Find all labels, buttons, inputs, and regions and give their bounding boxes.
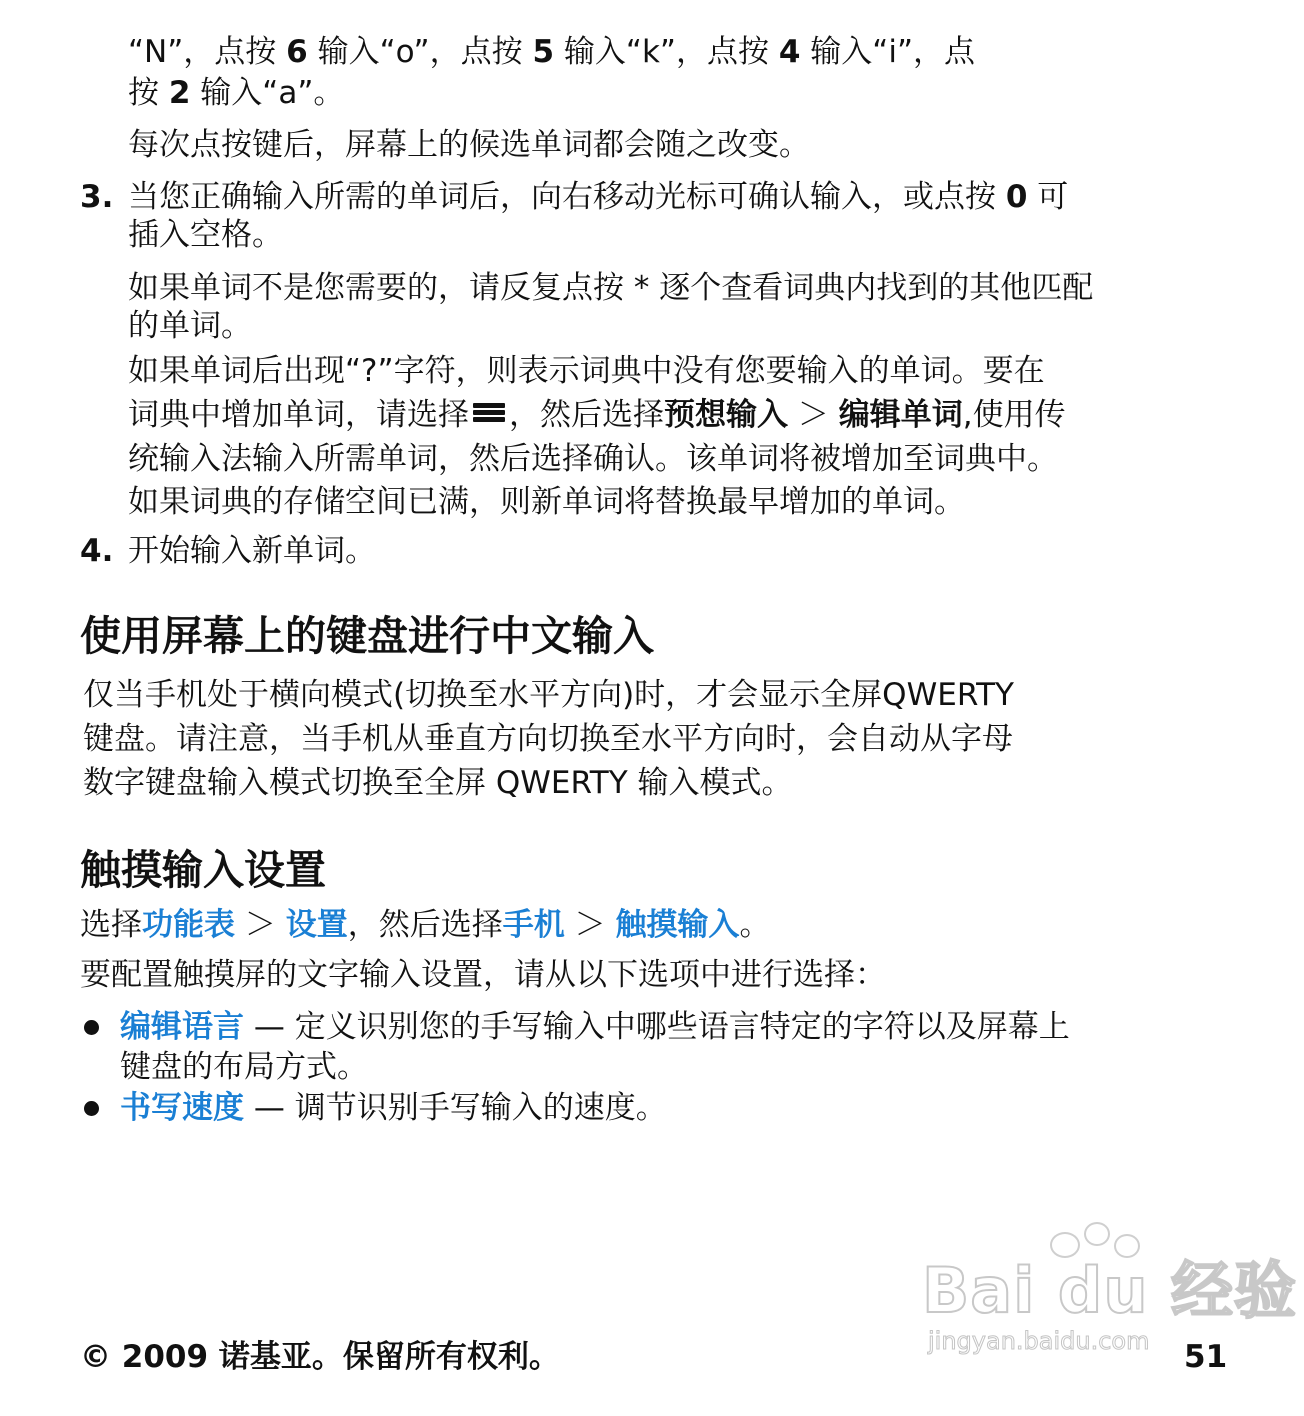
key-0: 0 [1005, 179, 1028, 215]
step-text-line: 如果单词不是您需要的，请反复点按 * 逐个查看词典内找到的其他匹配 [128, 270, 1094, 306]
copyright: © 2009 诺基亚。保留所有权利。 [80, 1339, 560, 1375]
key-2: 2 [168, 75, 191, 111]
step-text-line: 词典中增加单词，请选择 ，然后选择预想输入 ＞ 编辑单词,使用传 [128, 397, 1066, 433]
link-touch-input[interactable]: 触摸输入 [615, 907, 740, 943]
paw-icon [1084, 1222, 1110, 1246]
menu-icon [473, 403, 505, 429]
section-heading: 触摸输入设置 [80, 846, 326, 894]
menu-path-edit-word: 编辑单词 [838, 397, 963, 433]
watermark-url: jingyan.baidu.com [928, 1327, 1150, 1355]
step-text-line: 统输入法输入所需单词，然后选择确认。该单词将被增加至词典中。 [128, 441, 1058, 477]
step-text-line: 插入空格。 [128, 217, 283, 253]
step-text-line: 按 2 输入“a”。 [128, 75, 345, 111]
bullet [84, 1101, 99, 1116]
option-edit-language[interactable]: 编辑语言 [120, 1009, 244, 1045]
list-item: 书写速度 — 调节识别手写输入的速度。 [120, 1090, 667, 1126]
key-4: 4 [778, 34, 801, 70]
step-text-line: “N”，点按 6 输入“o”，点按 5 输入“k”，点按 4 输入“i”，点 [128, 34, 975, 70]
options-intro: 要配置触摸屏的文字输入设置，请从以下选项中进行选择： [80, 957, 886, 993]
step-text-line: 开始输入新单词。 [128, 533, 376, 569]
link-phone[interactable]: 手机 [502, 907, 565, 943]
key-6: 6 [286, 34, 308, 70]
key-5: 5 [532, 34, 555, 70]
list-number: 4. [80, 533, 114, 569]
link-menu[interactable]: 功能表 [142, 907, 235, 943]
option-writing-speed[interactable]: 书写速度 [120, 1090, 244, 1126]
bullet [84, 1020, 99, 1035]
section-heading: 使用屏幕上的键盘进行中文输入 [80, 612, 654, 660]
page-number: 51 [1184, 1339, 1228, 1375]
step-text-line: 的单词。 [128, 308, 252, 344]
paragraph-line: 数字键盘输入模式切换至全屏 QWERTY 输入模式。 [83, 765, 793, 801]
paragraph-line: 键盘。请注意，当手机从垂直方向切换至水平方向时，会自动从字母 [83, 721, 1013, 757]
watermark-logo: Bai du 经验 [922, 1254, 1298, 1327]
list-item: 编辑语言 — 定义识别您的手写输入中哪些语言特定的字符以及屏幕上 [120, 1009, 1070, 1045]
step-text-line: 如果词典的存储空间已满，则新单词将替换最早增加的单词。 [128, 484, 965, 520]
candidate-note: 每次点按键后，屏幕上的候选单词都会随之改变。 [128, 127, 810, 163]
link-settings[interactable]: 设置 [285, 907, 348, 943]
step-text-line: 如果单词后出现“?”字符，则表示词典中没有您要输入的单词。要在 [128, 353, 1045, 389]
list-item-cont: 键盘的布局方式。 [120, 1049, 368, 1085]
menu-path-predictive: 预想输入 [664, 397, 788, 433]
menu-path: 选择功能表 ＞ 设置，然后选择手机 ＞ 触摸输入。 [80, 907, 771, 943]
step-text-line: 当您正确输入所需的单词后，向右移动光标可确认输入，或点按 0 可 [128, 179, 1069, 215]
paragraph-line: 仅当手机处于横向模式(切换至水平方向)时，才会显示全屏QWERTY [83, 677, 1014, 713]
list-number: 3. [80, 179, 114, 215]
